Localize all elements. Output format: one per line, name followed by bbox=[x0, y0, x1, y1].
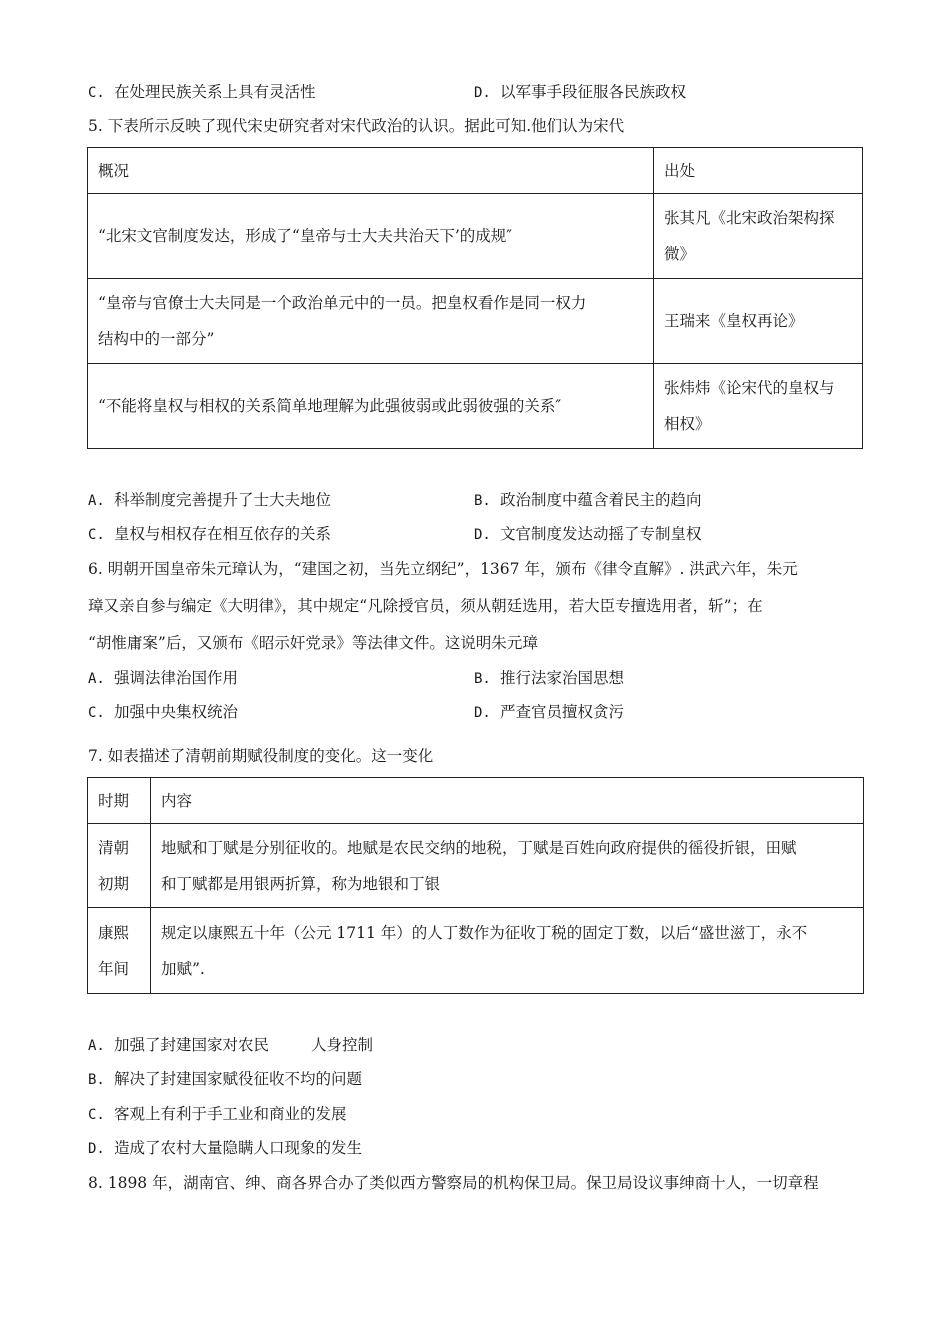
content-line: 和丁赋都是用银两折算，称为地银和丁银 bbox=[161, 874, 441, 893]
q5-option-b[interactable] bbox=[474, 490, 702, 511]
option-letter: A. bbox=[88, 1038, 105, 1054]
option-letter: A. bbox=[88, 671, 105, 687]
option-text: 人身控制 bbox=[311, 1036, 374, 1054]
option-letter: B. bbox=[88, 1072, 105, 1088]
row-period bbox=[88, 908, 151, 994]
option-text: 加强中央集权统治 bbox=[114, 703, 239, 721]
q5-stem: 5. 下表所示反映了现代宋史研究者对宋代政治的认识。据此可知.他们认为宋代 bbox=[88, 117, 625, 135]
option-letter: B. bbox=[474, 671, 491, 687]
option-text: 以军事手段征服各民族政权 bbox=[500, 83, 687, 101]
content-line: 地赋和丁赋是分别征收的。地赋是农民交纳的地税，丁赋是百姓向政府提供的徭役折银，田赋 bbox=[161, 838, 797, 857]
row-content: “不能将皇权与相权的关系简单地理解为此强彼弱或此弱彼强的关系″ bbox=[88, 364, 654, 449]
q5-option-d[interactable] bbox=[474, 524, 702, 545]
q6-option-a[interactable] bbox=[88, 668, 238, 689]
header-source: 出处 bbox=[654, 148, 863, 194]
content-line: 规定以康熙五十年（公元 1711 年）的人丁数作为征收丁税的固定丁数，以后“盛世滋丁，永不 bbox=[161, 923, 808, 942]
q7-option-a[interactable] bbox=[88, 1035, 373, 1056]
option-text: 客观上有利于手工业和商业的发展 bbox=[114, 1105, 347, 1123]
table-row bbox=[88, 194, 863, 279]
header-content: 内容 bbox=[151, 778, 864, 824]
option-letter: B. bbox=[474, 493, 491, 509]
option-text: 造成了农村大量隐瞒人口现象的发生 bbox=[114, 1139, 363, 1157]
row-source bbox=[654, 194, 863, 279]
row-source bbox=[654, 364, 863, 449]
table-row bbox=[88, 279, 863, 364]
q7-table bbox=[87, 777, 864, 994]
q8-stem-line-1: 8. 1898 年，湖南官、绅、商各界合办了类似西方警察局的机构保卫局。保卫局设议事绅商十人，一切章程 bbox=[88, 1174, 819, 1192]
header-period: 时期 bbox=[88, 778, 151, 824]
q7-option-d[interactable] bbox=[88, 1138, 362, 1159]
option-letter: A. bbox=[88, 493, 105, 509]
row-content bbox=[151, 824, 864, 908]
q4-option-d[interactable] bbox=[474, 82, 686, 103]
period-line: 康熙 bbox=[98, 923, 130, 942]
option-letter: C. bbox=[88, 527, 105, 543]
period-line: 清朝 bbox=[98, 838, 130, 857]
row-content: “北宋文官制度发达，形成了“皇帝与士大夫共治天下’的成规″ bbox=[88, 194, 654, 279]
row-source: 王瑞来《皇权再论》 bbox=[654, 279, 863, 364]
period-line: 初期 bbox=[98, 874, 130, 893]
q6-stem-line-1: 6. 明朝开国皇帝朱元璋认为，“建国之初，当先立纲纪”，1367 年，颁布《律令直解》. 洪武六年，朱元 bbox=[88, 560, 798, 578]
content-line: 结构中的一部分” bbox=[98, 330, 215, 348]
option-letter: D. bbox=[88, 1141, 105, 1157]
q5-table bbox=[87, 147, 863, 449]
q6-stem-line-3: “胡惟庸案”后，又颁布《昭示奸党录》等法律文件。这说明朱元璋 bbox=[88, 634, 538, 652]
q4-option-c[interactable] bbox=[88, 82, 316, 103]
row-content bbox=[88, 279, 654, 364]
option-text: 科举制度完善提升了士大夫地位 bbox=[114, 491, 332, 509]
option-text: 严查官员擅权贪污 bbox=[500, 703, 625, 721]
q7-option-c[interactable] bbox=[88, 1104, 347, 1125]
q7-option-b[interactable] bbox=[88, 1069, 362, 1090]
q6-option-c[interactable] bbox=[88, 702, 238, 723]
table-row bbox=[88, 908, 864, 994]
table-row bbox=[88, 824, 864, 908]
option-text: 加强了封建国家对农民 bbox=[114, 1036, 270, 1054]
source-line: 微》 bbox=[664, 245, 696, 263]
option-text: 皇权与相权存在相互依存的关系 bbox=[114, 525, 332, 543]
option-letter: C. bbox=[88, 85, 105, 101]
option-letter: D. bbox=[474, 85, 491, 101]
option-text: 在处理民族关系上具有灵活性 bbox=[114, 83, 316, 101]
option-letter: D. bbox=[474, 705, 491, 721]
content-line: 加赋”. bbox=[161, 959, 205, 978]
source-line: 相权》 bbox=[664, 415, 711, 433]
option-text: 政治制度中蕴含着民主的趋向 bbox=[500, 491, 702, 509]
q5-option-c[interactable] bbox=[88, 524, 331, 545]
period-line: 年间 bbox=[98, 959, 130, 978]
option-text: 解决了封建国家赋役征收不均的问题 bbox=[114, 1070, 363, 1088]
header-overview: 概况 bbox=[88, 148, 654, 194]
option-text: 强调法律治国作用 bbox=[114, 669, 239, 687]
table-header-row bbox=[88, 148, 863, 194]
source-line: 张炜炜《论宋代的皇权与 bbox=[664, 379, 835, 397]
row-content bbox=[151, 908, 864, 994]
option-letter: C. bbox=[88, 1107, 105, 1123]
content-line: “皇帝与官僚士大夫同是一个政治单元中的一员。把皇权看作是同一权力 bbox=[98, 294, 587, 312]
option-text: 推行法家治国思想 bbox=[500, 669, 625, 687]
q6-stem-line-2: 璋又亲自参与编定《大明律》，其中规定“凡除授官员，须从朝廷选用，若大臣专擅选用者，斩”；在 bbox=[88, 597, 763, 615]
table-row bbox=[88, 364, 863, 449]
table-header-row bbox=[88, 778, 864, 824]
q6-option-d[interactable] bbox=[474, 702, 624, 723]
option-letter: C. bbox=[88, 705, 105, 721]
source-line: 张其凡《北宋政治架构探 bbox=[664, 209, 835, 227]
q5-option-a[interactable] bbox=[88, 490, 331, 511]
q7-stem: 7. 如表描述了清朝前期赋役制度的变化。这一变化 bbox=[88, 747, 434, 765]
option-letter: D. bbox=[474, 527, 491, 543]
row-period bbox=[88, 824, 151, 908]
q6-option-b[interactable] bbox=[474, 668, 624, 689]
option-text: 文官制度发达动摇了专制皇权 bbox=[500, 525, 702, 543]
